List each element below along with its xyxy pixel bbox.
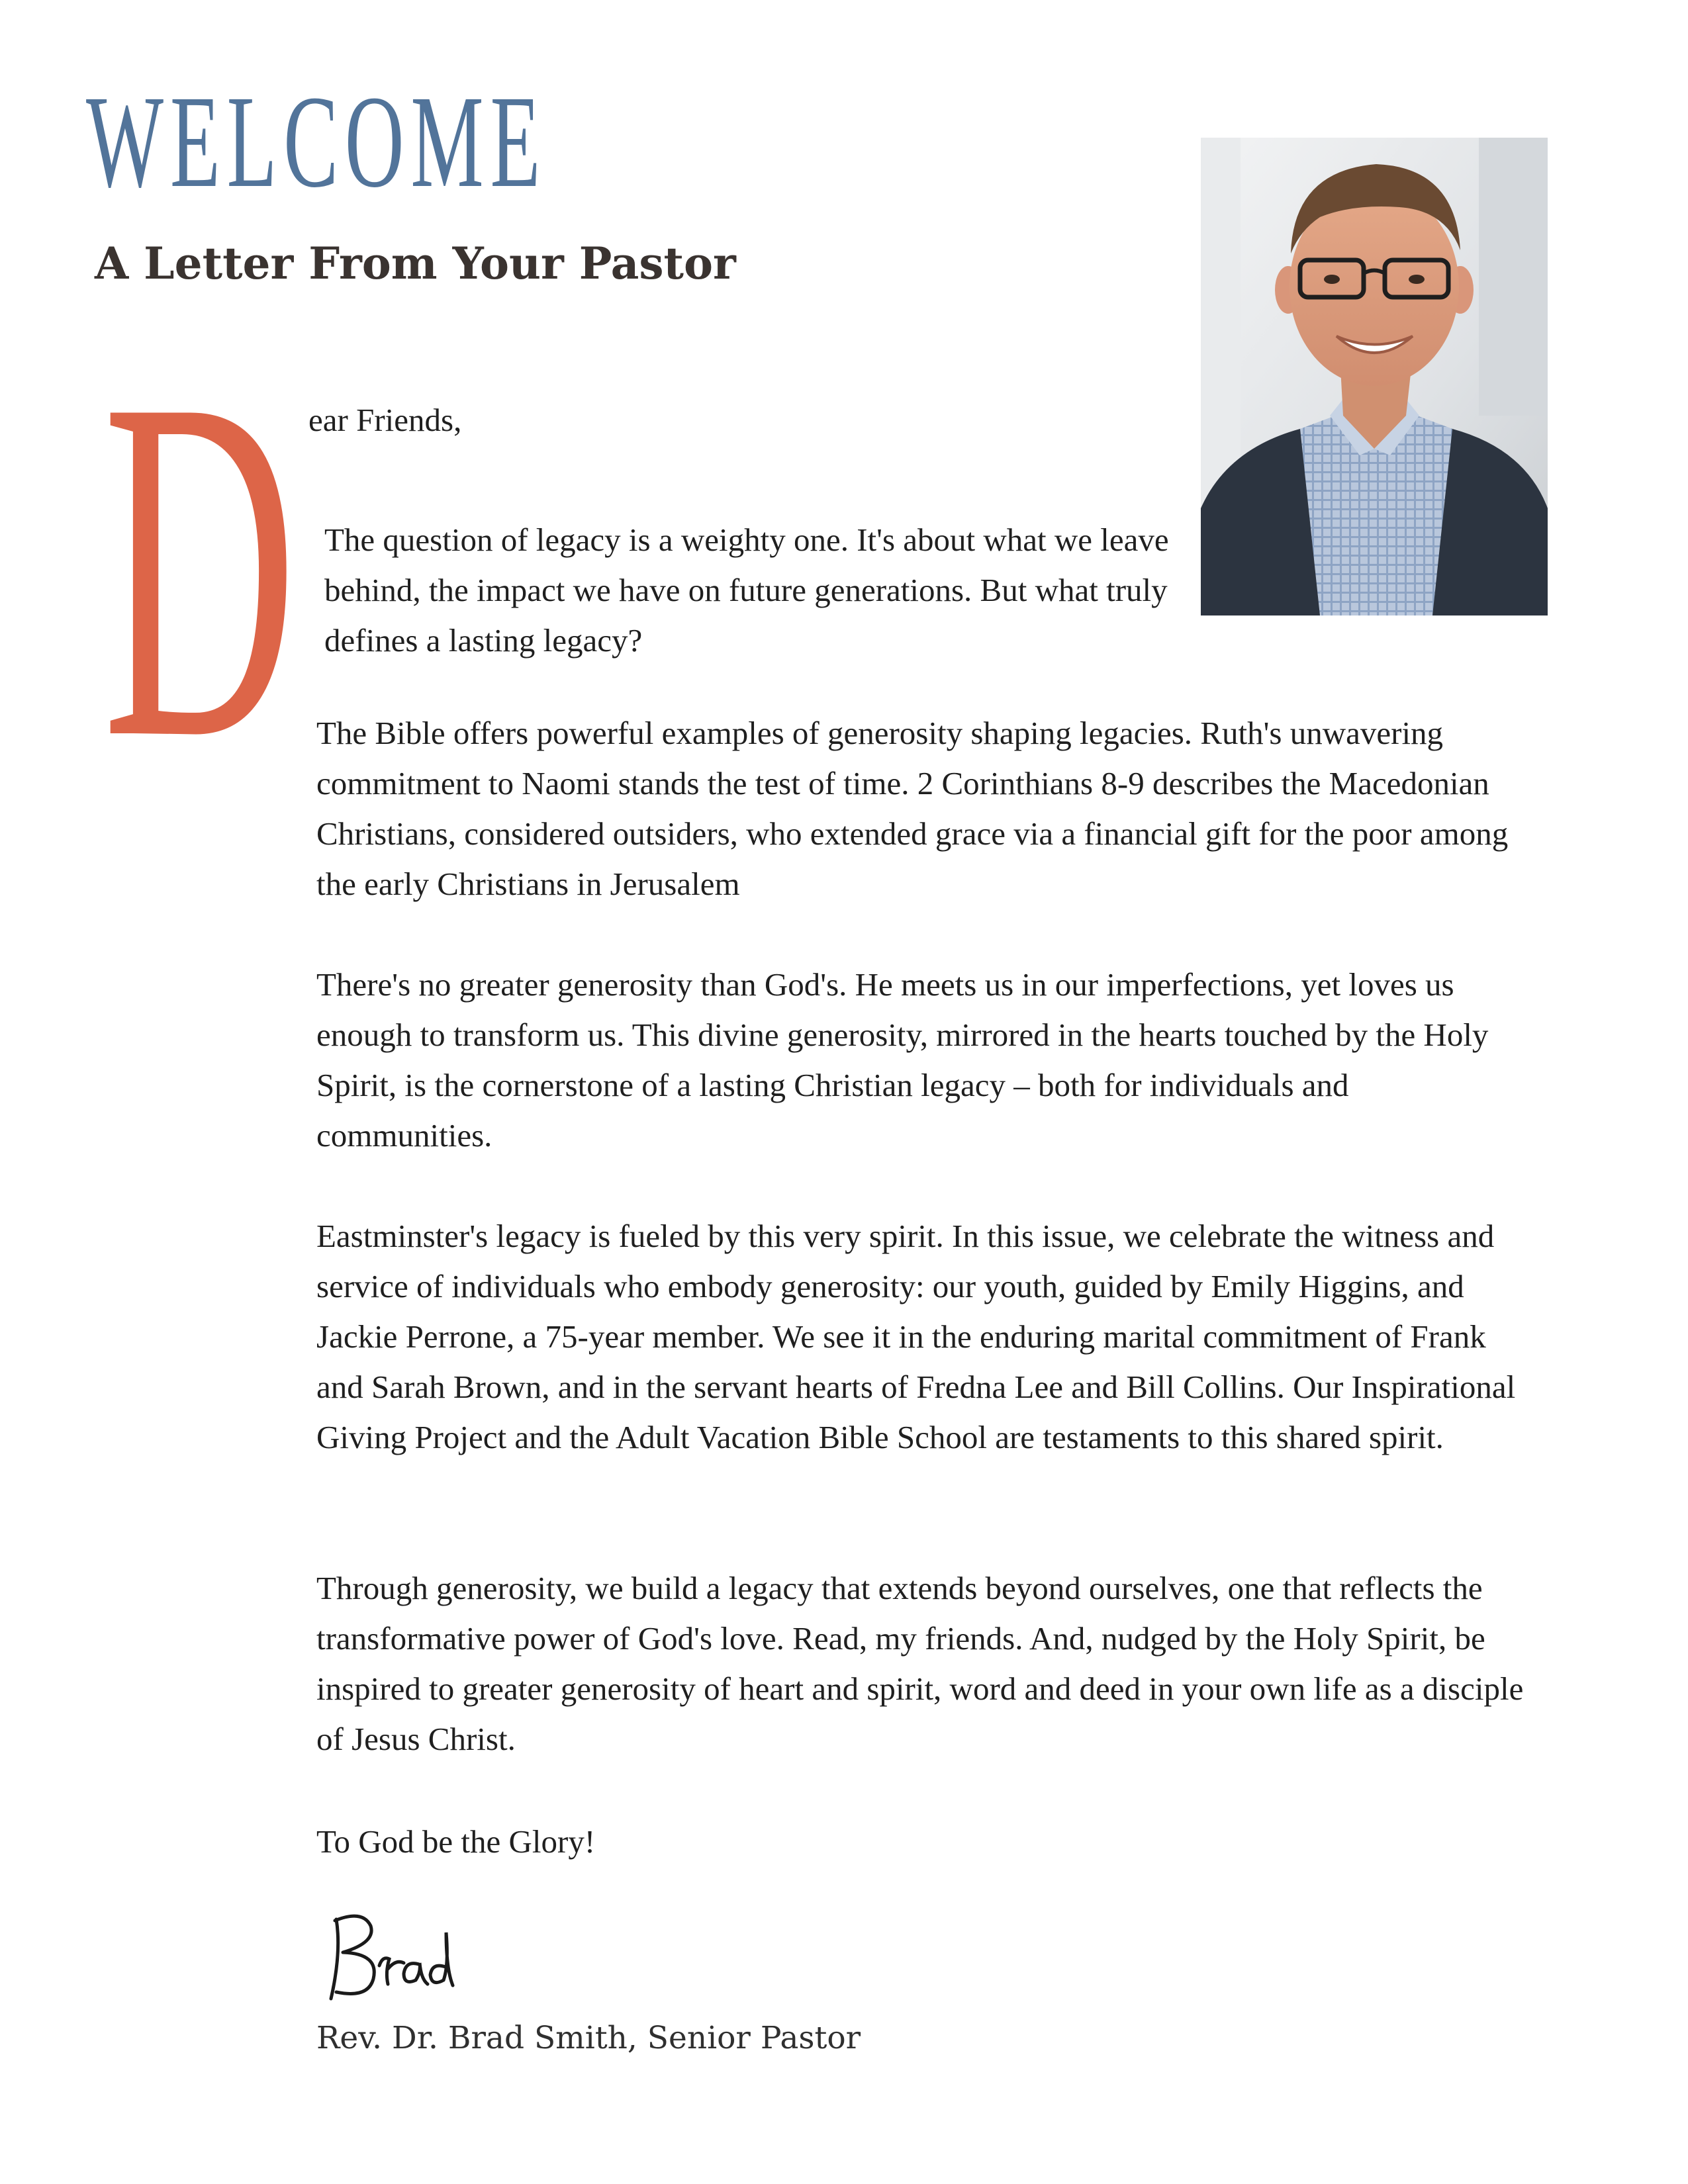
pastor-photo	[1201, 138, 1548, 615]
body-paragraph-2: There's no greater generosity than God's. He meets us in our imperfections, yet loves us enough to transform us. This divine generosity, mirrored in the hearts touched by the Holy Spirit, is the cornerstone of a lasting Christian legacy – both for individuals and communities.	[316, 966, 1489, 1154]
handwritten-signature	[316, 1906, 462, 2012]
drop-cap: D	[103, 298, 297, 840]
closing-line: To God be the Glory!	[316, 1823, 596, 1860]
body-paragraph-3: Eastminster's legacy is fueled by this very spirit. In this issue, we celebrate the witness and service of individuals who embody generosity: our youth, guided by Emily Higgins, and Jackie Perrone, a 75-year member. We see it in the enduring marital commitment of Frank and Sarah Brown, and in the servant hearts of Fredna Lee and Bill Collins. Our Inspirational Giving Project and the Adult Vacation Bible School are testaments to this shared spirit.	[316, 1218, 1516, 1455]
intro-paragraph: The question of legacy is a weighty one. It's about what we leave behind, the impact we have on future generations. But what truly defines a lasting legacy?	[324, 522, 1169, 659]
salutation: ear Friends,	[308, 402, 462, 438]
page-subtitle: A Letter From Your Pastor	[95, 238, 736, 289]
signoff-name: Rev. Dr. Brad Smith, Senior Pastor	[316, 2020, 861, 2056]
body-paragraph-4: Through generosity, we build a legacy that extends beyond ourselves, one that reflects the transformative power of God's love. Read, my friends. And, nudged by the Holy Spirit, be inspired to greater generosity of heart and spirit, word and deed in your own life as a disciple of Jesus Christ.	[316, 1570, 1524, 1757]
body-paragraph-1: The Bible offers powerful examples of generosity shaping legacies. Ruth's unwavering commitment to Naomi stands the test of time. 2 Corinthians 8-9 describes the Macedonian Christians, considered outsiders, who extended grace via a financial gift for the poor among the early Christians in Jerusalem	[316, 715, 1509, 902]
page-title: WELCOME	[86, 69, 547, 215]
